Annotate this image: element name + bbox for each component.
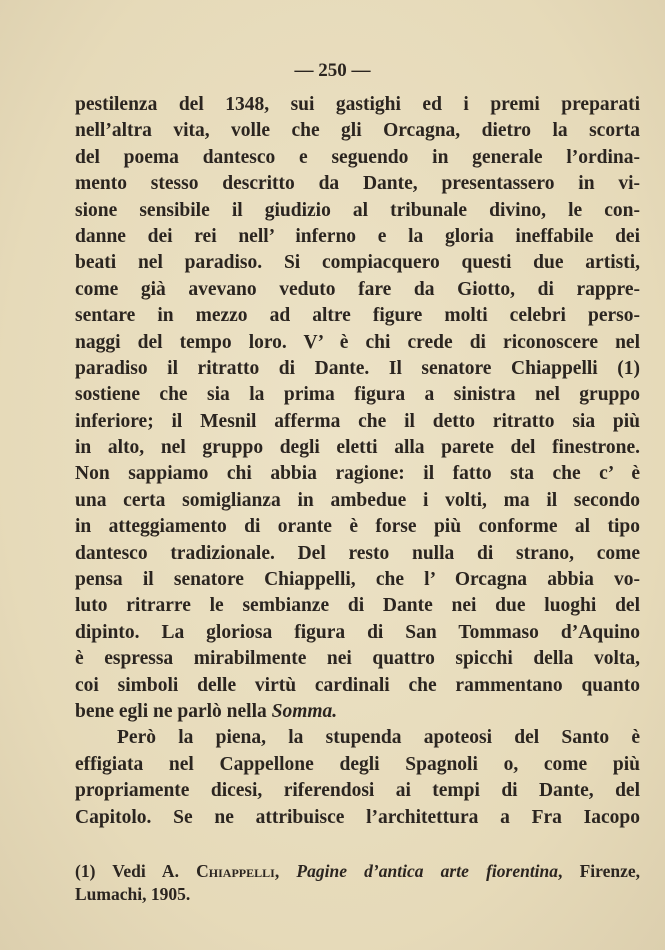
- text-line: sentare in mezzo ad altre figure molti celebri perso-: [75, 305, 640, 327]
- text-line: Capitolo. Se ne attribuisce l’architettura a Fra Iacopo: [75, 806, 640, 828]
- text-line: coi simboli delle virtù cardinali che rammentano quanto: [75, 674, 640, 696]
- footnote-title: Pagine d’antica arte fiorentina: [296, 861, 559, 881]
- text-line: nell’altra vita, volle che gli Orcagna, dietro la scorta: [75, 120, 640, 142]
- text-span: bene egli ne parlò nella: [75, 700, 272, 722]
- text-line: naggi del tempo loro. V’ è chi crede di riconoscere nel: [75, 331, 640, 353]
- italic-title: Somma.: [271, 700, 338, 722]
- page-number: — 250 —: [294, 60, 371, 81]
- text-line: inferiore; il Mesnil afferma che il detto ritratto sia più: [75, 410, 640, 432]
- text-line: in alto, nel gruppo degli eletti alla parete del finestrone.: [75, 437, 640, 459]
- text-line: danne dei rei nell’ inferno e la gloria ineffabile dei: [75, 225, 640, 247]
- text-line: paradiso il ritratto di Dante. Il senatore Chiappelli (1): [75, 357, 640, 379]
- text-line: in atteggiamento di orante è forse più conforme al tipo: [75, 516, 640, 538]
- main-text: [75, 92, 640, 831]
- text-line: propriamente dicesi, riferendosi ai tempi di Dante, del: [75, 780, 640, 802]
- text-line: sione sensibile il giudizio al tribunale divino, le con-: [75, 199, 640, 221]
- text-line: luto ritrarre le sembianze di Dante nei due luoghi del: [75, 595, 640, 617]
- text-line: effigiata nel Cappellone degli Spagnoli o, come più: [75, 753, 640, 775]
- footnote-author: Chiappelli: [196, 861, 275, 881]
- text-line: beati nel paradiso. Si compiacquero questi due artisti,: [75, 252, 640, 274]
- text-line: mento stesso descritto da Dante, presentassero in vi-: [75, 173, 640, 195]
- text-line: del poema dantesco e seguendo in generale l’ordina-: [75, 146, 640, 168]
- text-line: una certa somiglianza in ambedue i volti, ma il secondo: [75, 489, 640, 511]
- text-line: pestilenza del 1348, sui gastighi ed i premi preparati: [75, 94, 640, 115]
- footnote-rest: , Firenze,: [558, 861, 641, 881]
- text-line: pensa il senatore Chiappelli, che l’ Orcagna abbia vo-: [75, 569, 640, 591]
- footnote-marker: (1) Vedi A.: [75, 861, 197, 881]
- text-line: [75, 699, 640, 725]
- text-line: dipinto. La gloriosa figura di San Tommaso d’Aquino: [75, 621, 640, 643]
- footnote-line-2: Lumachi, 1905.: [75, 884, 191, 904]
- footnote-line-1: [75, 860, 640, 883]
- text-line: Non sappiamo chi abbia ragione: il fatto sta che c’ è: [75, 463, 640, 485]
- text-line: dantesco tradizionale. Del resto nulla di strano, come: [75, 542, 640, 564]
- text-line: sostiene che sia la prima figura a sinistra nel gruppo: [75, 384, 640, 406]
- text-line: come già avevano veduto fare da Giotto, di rappre-: [75, 278, 640, 300]
- text-line: è espressa mirabilmente nei quattro spicchi della volta,: [75, 648, 640, 670]
- footnote: [75, 860, 640, 906]
- footnote-separator: ,: [274, 861, 297, 881]
- text-line: Però la piena, la stupenda apoteosi del Santo è: [117, 727, 640, 749]
